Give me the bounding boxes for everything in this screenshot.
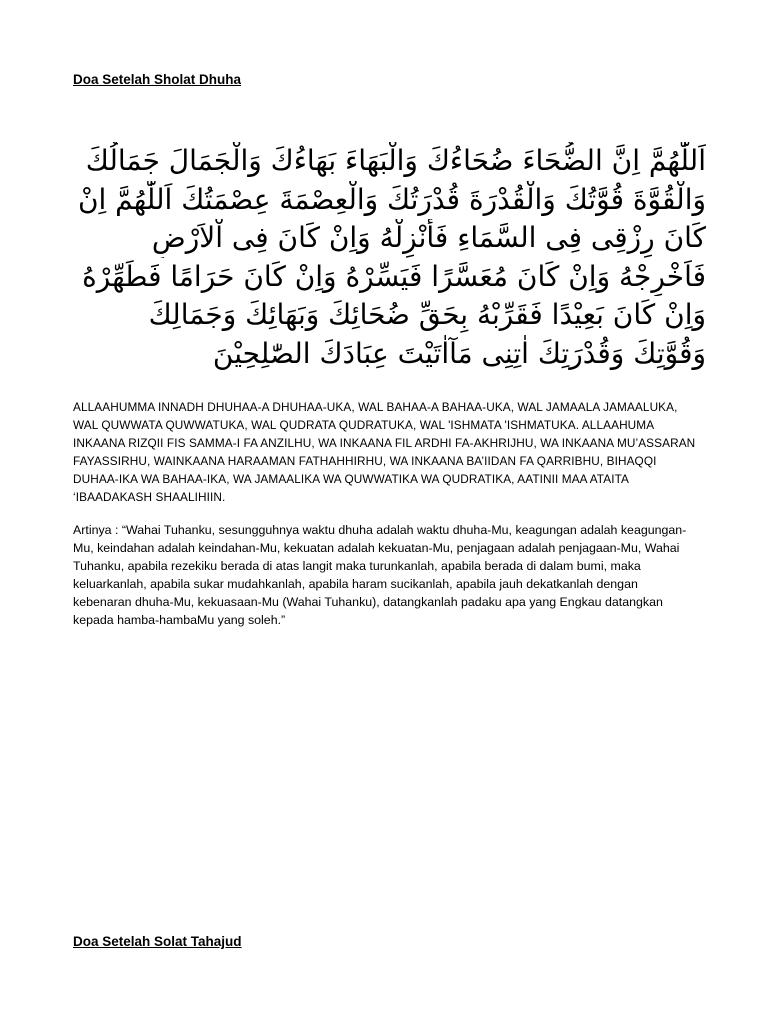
- arabic-line-4: فَاَخْرِجْهُ وَاِنْ كَانَ مُعَسَّرًا فَيَسِّرْهُ وَاِنْ كَانَ حَرَامًا فَطَهِّرْهُ: [82, 259, 706, 293]
- heading-doa-dhuha: Doa Setelah Sholat Dhuha: [73, 72, 242, 87]
- arabic-line-5: وَاِنْ كَانَ بَعِيْدًا فَقَرِّبْهُ بِحَقِّ ضُحَائِكَ وَبَهَائِكَ وَجَمَالِكَ: [148, 298, 706, 331]
- arabic-prayer-text: [66, 142, 706, 373]
- arabic-line-3: كَانَ رِزْقِى فِى السَّمَاءِ فَأَنْزِلْهُ وَاِنْ كَانَ فِى اْلاَرْضِ: [151, 221, 706, 254]
- latin-transliteration: ALLAAHUMMA INNADH DHUHAA-A DHUHAA-UKA, WAL BAHAA-A BAHAA-UKA, WAL JAMAALA JAMAALUKA, WAL QUWWATA QUWWATUKA, WAL QUDRATA QUDRATUKA, WAL 'ISHMATA 'ISHMATUKA. ALLAAHUMA INKAANA RIZQII FIS SAMMA-I FA ANZILHU, WA INKAANA FIL ARDHI FA-AKHRIJHU, WA INKAANA MU’ASSARAN FAYASSIRHU, WAINKAANA HARAAMAN FATHAHHIRHU, WA INKAANA BA’IIDAN FA QARRIBHU, BIHAQQI DUHAA-IKA WA BAHAA-IKA, WA JAMAALIKA WA QUWWATIKA WA QUDRATIKA, AATINII MAA ATAITA ‘IBAADAKASH SHAALIHIIN.: [73, 400, 696, 504]
- arabic-line-1: اَللّٰهُمَّ اِنَّ الضُّحَاءَ ضُحَاءُكَ وَالْبَهَاءَ بَهَاءُكَ وَالْجَمَالَ جَمَالُكَ: [85, 144, 706, 177]
- arabic-line-2: وَالْقُوَّةَ قُوَّتُكَ وَالْقُدْرَةَ قُدْرَتُكَ وَالْعِصْمَةَ عِصْمَتُكَ اَللّٰهُمَّ اِنْ: [77, 182, 706, 216]
- translation-paragraph: Artinya : “Wahai Tuhanku, sesungguhnya waktu dhuha adalah waktu dhuha-Mu, keagungan adalah keagungan-Mu, keindahan adalah keindahan-Mu, kekuatan adalah kekuatan-Mu, penjagaan adalah penjagaan-Mu, Wahai Tuhanku, apabila rezekiku berada di atas langit maka turunkanlah, apabila berada di dalam bumi, maka keluarkanlah, apabila sukar mudahkanlah, apabila haram sucikanlah, apabila jauh dekatkanlah dengan kebenaran dhuha-Mu, kekuasaan-Mu (Wahai Tuhanku), datangkanlah padaku apa yang Engkau datangkan kepada hamba-hambaMu yang soleh.”: [73, 523, 687, 627]
- heading-doa-tahajud: Doa Setelah Solat Tahajud: [73, 934, 242, 949]
- arabic-line-6: وَقُوَّتِكَ وَقُدْرَتِكَ اٰتِنِى مَآاٰتَيْتَ عِبَادَكَ الصّٰلِحِيْنَ: [212, 336, 706, 370]
